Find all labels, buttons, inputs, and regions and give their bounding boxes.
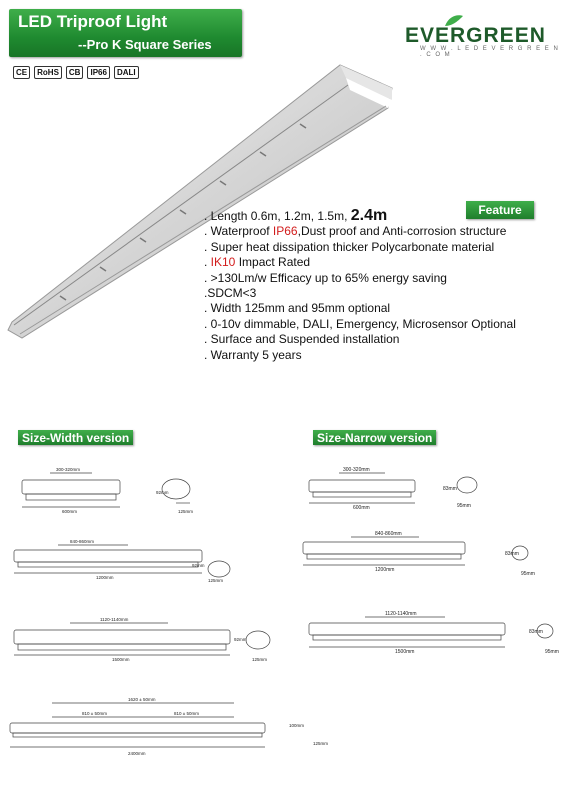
wide-600-len: 600mm	[62, 509, 78, 514]
feature-dimmable: . 0-10v dimmable, DALI, Emergency, Microsensor Optional	[204, 316, 516, 331]
ce-mark: CE	[13, 66, 30, 79]
feature-impact: . IK10 Impact Rated	[204, 255, 311, 270]
wide-600-span: 300-320mm	[56, 467, 81, 472]
wide-1500-w: 125mm	[252, 657, 268, 662]
wide-2400-span: 1620 ± 50mm	[128, 697, 156, 702]
feature-warranty: . Warranty 5 years	[204, 347, 302, 362]
wide-1200-span: 840-860mm	[70, 539, 95, 544]
feature-sdcm: .SDCM<3	[204, 286, 257, 301]
wide-1200-h: 92mm	[192, 563, 205, 568]
feature-heat: . Super heat dissipation thicker Polycarbonate material	[204, 239, 495, 254]
narrow-600-w: 95mm	[457, 503, 471, 509]
narrow-600-len: 600mm	[353, 505, 370, 511]
brand-logo: EVERGREEN	[405, 24, 546, 47]
size-width-tag: Size-Width version	[18, 430, 133, 445]
wide-2400-sub2: 810 ± 50mm	[174, 711, 199, 716]
narrow-1500-span: 1120-1140mm	[385, 611, 417, 617]
wide-2400-w: 125mm	[313, 741, 329, 746]
product-title: LED Triproof Light	[18, 12, 168, 31]
narrow-600-h: 83mm	[443, 486, 457, 492]
wide-1200-w: 125mm	[208, 578, 224, 583]
feature-list	[204, 208, 559, 363]
wide-1500-h: 92mm	[234, 637, 247, 642]
narrow-1500-w: 95mm	[545, 649, 559, 655]
feature-install: . Surface and Suspended installation	[204, 332, 400, 347]
narrow-1200-h: 83mm	[505, 551, 519, 557]
feature-waterproof: . Waterproof IP66,Dust proof and Anti-corrosion structure	[204, 224, 507, 239]
narrow-1500-len: 1500mm	[395, 649, 415, 655]
narrow-drawings	[295, 455, 565, 685]
wide-drawings	[0, 455, 300, 800]
narrow-1200-len: 1200mm	[375, 567, 395, 573]
wide-1200-len: 1200mm	[96, 575, 114, 580]
size-narrow-tag: Size-Narrow version	[313, 430, 436, 445]
wide-2400-sub1: 810 ± 50mm	[82, 711, 107, 716]
narrow-600-span: 300-320mm	[343, 467, 370, 473]
narrow-1500-h: 83mm	[529, 629, 543, 635]
wide-2400-len: 2400mm	[128, 751, 146, 756]
feature-length: . Length 0.6m, 1.2m, 1.5m, 2.4m	[204, 207, 388, 224]
narrow-1200-w: 95mm	[521, 571, 535, 577]
wide-2400-h: 100mm	[289, 723, 305, 728]
narrow-1200-span: 840-860mm	[375, 531, 402, 537]
ip66-mark: IP66	[87, 66, 109, 79]
website-text: W W W . L E D E V E R G R E E N . C O M	[420, 46, 560, 58]
cb-mark: CB	[66, 66, 84, 79]
feature-efficacy: . >130Lm/w Efficacy up to 65% energy saving	[204, 270, 447, 285]
wide-600-w: 125mm	[178, 509, 194, 514]
feature-tag: Feature	[466, 201, 534, 219]
dali-mark: DALI	[114, 66, 139, 79]
feature-width: . Width 125mm and 95mm optional	[204, 301, 391, 316]
rohs-mark: RoHS	[34, 66, 62, 79]
product-series: --Pro K Square Series	[78, 37, 212, 52]
wide-1500-len: 1500mm	[112, 657, 130, 662]
wide-600-h: 92mm	[156, 490, 169, 495]
wide-1500-span: 1120-1140mm	[100, 617, 129, 622]
